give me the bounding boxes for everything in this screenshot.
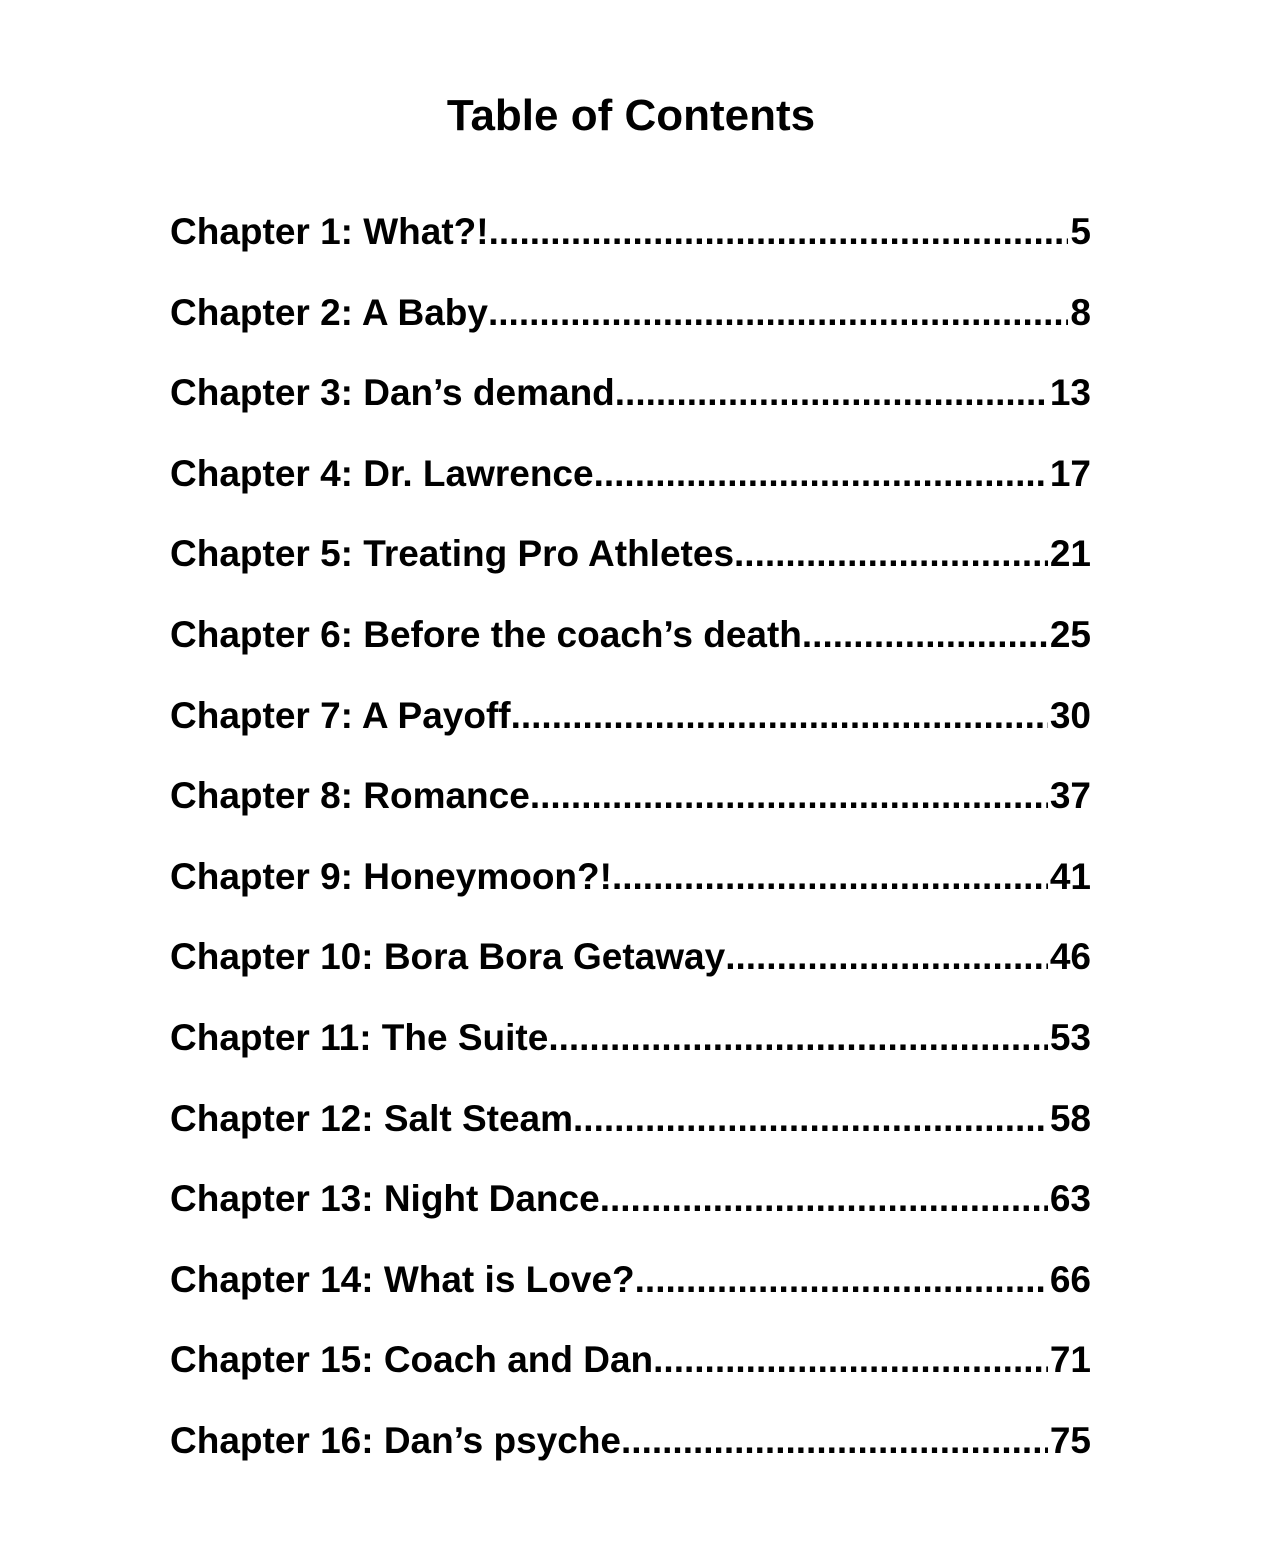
page-number: 71	[1049, 1339, 1091, 1381]
dot-leader	[511, 690, 1048, 742]
dot-leader	[734, 528, 1048, 580]
dot-leader	[635, 1254, 1048, 1306]
page-number: 5	[1070, 211, 1091, 252]
dot-leader	[573, 1093, 1048, 1145]
toc-entry[interactable]	[170, 1173, 1091, 1254]
chapter-title: Chapter 4: Dr. Lawrence	[170, 452, 594, 494]
page-number: 21	[1049, 533, 1091, 575]
page-number: 46	[1049, 936, 1091, 978]
page-number: 8	[1070, 291, 1091, 333]
chapter-title: Chapter 7: A Payoff	[170, 694, 511, 736]
chapter-title: Chapter 8: Romance	[170, 775, 530, 817]
toc-entry[interactable]	[170, 931, 1091, 1012]
chapter-title: Chapter 14: What is Love?	[170, 1258, 635, 1300]
dot-leader	[612, 851, 1048, 903]
dot-leader	[488, 287, 1068, 339]
dot-leader	[530, 770, 1048, 822]
chapter-title: Chapter 10: Bora Bora Getaway	[170, 936, 726, 978]
dot-leader	[615, 367, 1048, 419]
page-number: 30	[1049, 694, 1091, 736]
page-number: 41	[1049, 855, 1091, 897]
page-number: 75	[1049, 1419, 1091, 1461]
toc-entry[interactable]	[170, 851, 1091, 932]
dot-leader	[489, 206, 1069, 258]
toc-entry[interactable]	[170, 448, 1091, 529]
dot-leader	[594, 448, 1048, 500]
chapter-title: Chapter 12: Salt Steam	[170, 1097, 574, 1139]
table-of-contents	[170, 206, 1091, 1496]
toc-entry[interactable]	[170, 1334, 1091, 1415]
toc-entry[interactable]	[170, 1012, 1091, 1093]
page-number: 63	[1049, 1178, 1091, 1220]
dot-leader	[802, 609, 1048, 661]
page-number: 17	[1049, 452, 1091, 494]
toc-entry[interactable]	[170, 690, 1091, 771]
toc-entry[interactable]	[170, 367, 1091, 448]
dot-leader	[621, 1415, 1048, 1467]
chapter-title: Chapter 1: What?!	[170, 211, 489, 252]
page-number: 66	[1049, 1258, 1091, 1300]
page-number: 58	[1049, 1097, 1091, 1139]
dot-leader	[548, 1012, 1048, 1064]
chapter-title: Chapter 15: Coach and Dan	[170, 1339, 654, 1381]
page-title: Table of Contents	[446, 91, 816, 140]
dot-leader	[653, 1334, 1048, 1386]
toc-entry[interactable]	[170, 1093, 1091, 1174]
toc-entry[interactable]	[170, 770, 1091, 851]
page-number: 25	[1049, 613, 1091, 655]
dot-leader	[725, 931, 1048, 983]
toc-entry[interactable]	[170, 528, 1091, 609]
page-number: 53	[1049, 1016, 1091, 1058]
toc-entry[interactable]	[170, 609, 1091, 690]
dot-leader	[600, 1173, 1048, 1225]
chapter-title: Chapter 2: A Baby	[170, 291, 488, 333]
toc-entry[interactable]	[170, 287, 1091, 368]
toc-entry[interactable]	[170, 1415, 1091, 1496]
chapter-title: Chapter 13: Night Dance	[170, 1178, 600, 1220]
chapter-title: Chapter 9: Honeymoon?!	[170, 855, 612, 897]
toc-entry[interactable]	[170, 1254, 1091, 1335]
page-number: 13	[1049, 372, 1091, 414]
chapter-title: Chapter 16: Dan’s psyche	[170, 1419, 622, 1461]
toc-entry[interactable]	[170, 206, 1091, 287]
page-number: 37	[1049, 775, 1091, 817]
chapter-title: Chapter 3: Dan’s demand	[170, 372, 615, 414]
chapter-title: Chapter 6: Before the coach’s death	[170, 613, 802, 655]
chapter-title: Chapter 5: Treating Pro Athletes	[170, 533, 735, 575]
chapter-title: Chapter 11: The Suite	[170, 1016, 549, 1058]
